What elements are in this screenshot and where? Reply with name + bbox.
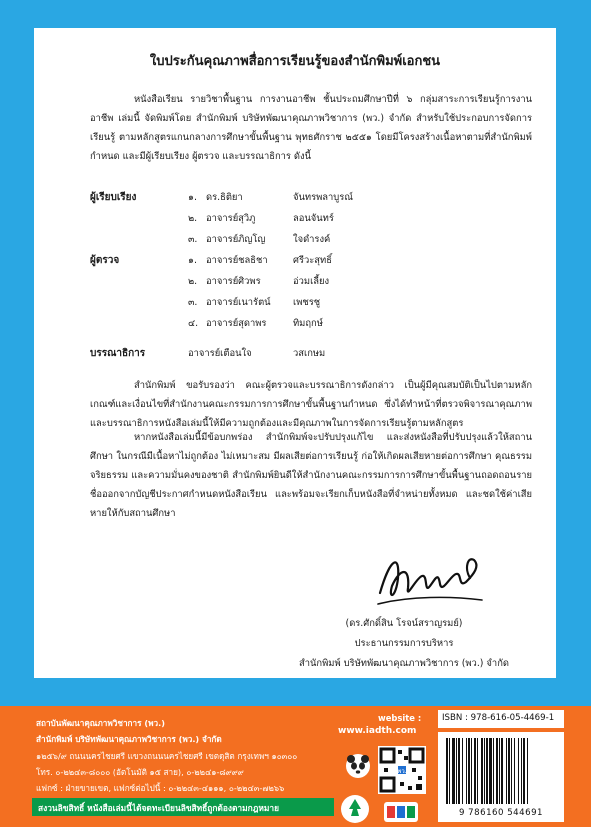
copyright-notice: สงวนลิขสิทธิ์ หนังสือเล่มนี้ได้จดทะเบียนลิขสิทธิ์ถูกต้องตามกฎหมาย xyxy=(32,798,334,816)
team-member-row xyxy=(90,253,510,270)
certification-paragraph: สำนักพิมพ์ ขอรับรองว่า คณะผู้ตรวจและบรรณาธิการดังกล่าว เป็นผู้มีคุณสมบัติเป็นไปตามหลักเกณฑ์และเงื่อนไขที่สำนักงานคณะกรรมการการศึกษาขั้นพื้นฐานกำหนด ซึ่งได้ทำหน้าที่ตรวจพิจารณาคุณภาพและบรรณาธิการหนังสือเล่มนี้ให้มีความถูกต้องและมีคุณภาพในการจัดการเรียนรู้ตามหลักสูตร xyxy=(90,380,532,429)
barcode-bar xyxy=(477,738,478,804)
barcode-bar xyxy=(506,738,507,804)
signer-title: ประธานกรรมการบริหาร xyxy=(354,638,454,649)
institute-name: สถาบันพัฒนาคุณภาพวิชาการ (พว.) xyxy=(36,718,165,728)
barcode-bar xyxy=(486,738,488,804)
team-member-row xyxy=(90,211,510,228)
barcode-bar xyxy=(458,738,460,804)
editor-name: อาจารย์เตือนใจ xyxy=(188,348,252,359)
barcode-bar xyxy=(514,738,515,804)
signer-organization: สำนักพิมพ์ บริษัทพัฒนาคุณภาพวิชาการ (พว.) จำกัด xyxy=(299,658,509,669)
barcode-bar xyxy=(511,738,512,804)
team-role: ผู้เรียบเรียง xyxy=(90,192,137,203)
barcode-bar xyxy=(446,738,448,804)
member-surname: ทิมฤกษ์ xyxy=(293,318,323,329)
barcode-bar xyxy=(518,738,519,804)
team-member-row xyxy=(90,316,510,333)
barcode-bar xyxy=(508,738,510,804)
member-number: ๒. xyxy=(188,213,198,224)
barcode-bar xyxy=(462,738,463,804)
barcode-bar xyxy=(468,738,470,804)
barcode-number: 9 786160 544691 xyxy=(458,808,544,818)
barcode-bar xyxy=(496,738,498,804)
barcode-bar xyxy=(481,738,483,804)
qr-code-icon xyxy=(378,746,426,794)
signer-name: (ดร.ศักดิ์สิน โรจน์สราญรมย์) xyxy=(345,618,463,629)
barcode-bar xyxy=(523,738,525,804)
member-number: ๑. xyxy=(188,255,197,266)
member-number: ๓. xyxy=(188,234,198,245)
publisher-footer xyxy=(0,706,591,827)
website-link[interactable]: www.iadth.com xyxy=(338,726,417,736)
barcode-bar xyxy=(489,738,492,804)
intro-paragraph: หนังสือเรียน รายวิชาพื้นฐาน การงานอาชีพ ชั้นประถมศึกษาปีที่ ๖ กลุ่มสาระการเรียนรู้การงานอาชีพ เล่มนี้ จัดพิมพ์โดย สำนักพิมพ์ บริษัทพัฒนาคุณภาพวิชาการ (พว.) จำกัด สำหรับใช้ประกอบการจัดการเรียนรู้ ตามหลักสูตรแกนกลางการศึกษาขั้นพื้นฐาน พุทธศักราช ๒๕๕๑ โดยมีโครงสร้างเนื้อหาตามที่สำนักพิมพ์กำหนด และมีผู้เรียบเรียง ผู้ตรวจ และบรรณาธิการ ดังนี้ xyxy=(90,94,532,162)
member-number: ๒. xyxy=(188,276,198,287)
publisher-phone: โทร. ๐-๒๒๔๓-๘๐๐๐ (อัตโนมัติ ๑๕ สาย), ๐-๒๒๔๑-๘๙๙๙ xyxy=(36,767,244,777)
barcode-bar xyxy=(474,738,476,804)
website-label: website : xyxy=(378,713,422,723)
member-name: อาจารย์ศิวพร xyxy=(206,276,261,287)
member-name: อาจารย์สุดาพร xyxy=(206,318,267,329)
member-surname: เพชรชู xyxy=(293,297,321,308)
panda-logo-icon xyxy=(344,752,372,780)
member-name: อาจารย์เนารัตน์ xyxy=(206,297,271,308)
barcode-bar xyxy=(471,738,472,804)
team-member-row xyxy=(90,232,510,249)
member-name: อาจารย์ภิญโญ xyxy=(206,234,266,245)
barcode-bar xyxy=(527,738,528,804)
barcode-bar xyxy=(449,738,450,804)
member-number: ๓. xyxy=(188,297,198,308)
barcode-bar xyxy=(501,738,503,804)
barcode-bars xyxy=(438,732,564,808)
member-surname: ลอนจันทร์ xyxy=(293,213,334,224)
team-member-row xyxy=(90,295,510,312)
correction-paragraph: หากหนังสือเล่มนี้มีข้อบกพร่อง สำนักพิมพ์จะปรับปรุงแก้ไข และส่งหนังสือที่ปรับปรุงแล้วให้สถานศึกษา ในกรณีมีเนื้อหาไม่ถูกต้อง ไม่เหมาะสม มีผลเสียต่อการเรียนรู้ ก่อให้เกิดผลเสียหายต่อการศึกษา คุณธรรม จริยธรรม และความมั่นคงของชาติ สำนักพิมพ์ยินดีให้สำนักงานคณะกรรมการการศึกษาขั้นพื้นฐานถอดถอนรายชื่อออกจากบัญชีประกาศกำหนดหนังสือเรียน และพร้อมจะเรียกเก็บหนังสือที่จำหน่ายทั้งหมด และชดใช้ค่าเสียหายให้กับสถานศึกษา xyxy=(90,432,532,519)
certification-logo-icon xyxy=(384,802,418,822)
guarantee-document xyxy=(34,28,556,678)
barcode-bar xyxy=(466,738,467,804)
barcode xyxy=(438,732,564,822)
editor-row xyxy=(90,346,510,363)
team-member-row xyxy=(90,274,510,291)
team-role: ผู้ตรวจ xyxy=(90,255,120,266)
barcode-bar xyxy=(521,738,522,804)
editor-surname: วสเกษม xyxy=(293,348,326,359)
member-surname: ใจดำรงค์ xyxy=(293,234,331,245)
page-title: ใบประกันคุณภาพสื่อการเรียนรู้ของสำนักพิมพ์เอกชน xyxy=(149,54,441,69)
member-surname: จันทรพลาบูรณ์ xyxy=(293,192,353,203)
member-name: อาจารย์ชลธิชา xyxy=(206,255,268,266)
publisher-name: สำนักพิมพ์ บริษัทพัฒนาคุณภาพวิชาการ (พว.) จำกัด xyxy=(36,734,222,744)
svg-text:พว.: พว. xyxy=(397,768,407,775)
barcode-bar xyxy=(456,738,457,804)
barcode-bar xyxy=(484,738,485,804)
publisher-fax: แฟกซ์ : ฝ่ายขายเขต, แฟกซ์ต่อไปนี้ : ๐-๒๒๔๓-๔๑๑๑, ๐-๒๒๔๓-๗๒๖๖ xyxy=(36,783,285,793)
team-member-row xyxy=(90,190,510,207)
editor-role: บรรณาธิการ xyxy=(90,348,146,359)
member-surname: ศรีวะสุทธิ์ xyxy=(293,255,332,266)
member-number: ๑. xyxy=(188,192,197,203)
recycle-icon xyxy=(340,794,370,824)
member-surname: อ่วมเลี้ยง xyxy=(293,276,330,287)
member-name: อาจารย์สุวิภู xyxy=(206,213,256,224)
isbn-label: ISBN : 978-616-05-4469-1 xyxy=(438,710,564,728)
barcode-bar xyxy=(499,738,500,804)
barcode-bar xyxy=(452,738,455,804)
signature-image xyxy=(370,538,490,618)
publisher-address: ๑๒๕๖/๙ ถนนนครไชยศรี แขวงถนนนครไชยศรี เขตดุสิต กรุงเทพฯ ๑๐๓๐๐ xyxy=(36,751,298,761)
member-number: ๔. xyxy=(188,318,199,329)
barcode-bar xyxy=(493,738,494,804)
member-name: ดร.ธิติยา xyxy=(206,192,243,203)
